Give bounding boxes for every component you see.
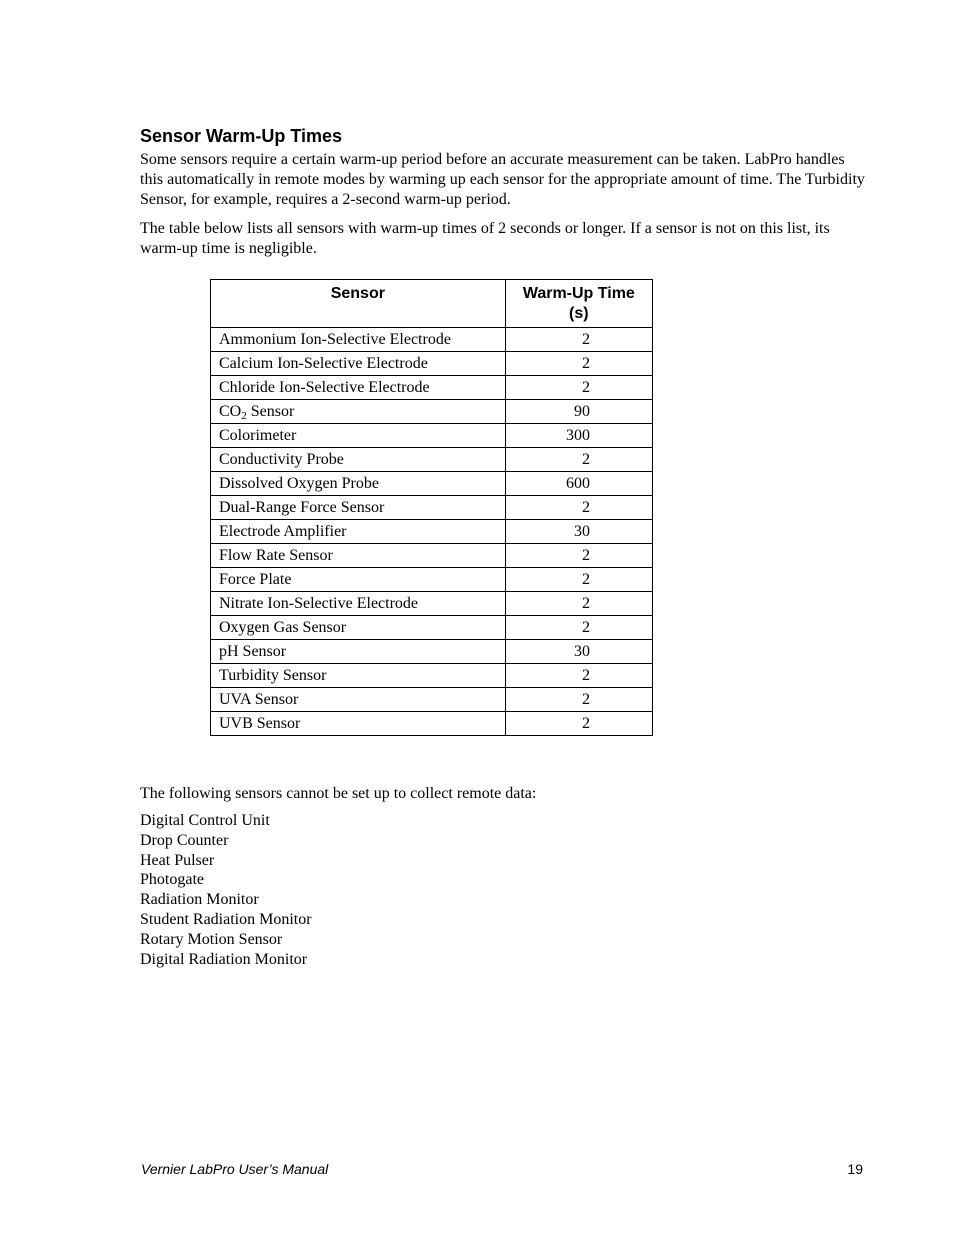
co2-formula: CO <box>219 402 242 420</box>
warm-up-time-cell: 600 <box>505 472 652 496</box>
list-item: Heat Pulser <box>140 851 215 869</box>
warm-up-time-cell: 30 <box>505 520 652 544</box>
sensor-column-header: Sensor <box>211 280 506 328</box>
warm-up-time-cell: 2 <box>505 616 652 640</box>
warm-up-time-cell: 2 <box>505 712 652 736</box>
sensor-name-cell: Dual-Range Force Sensor <box>211 496 506 520</box>
table-header-row <box>211 280 653 328</box>
table-row <box>211 544 653 568</box>
table-row <box>211 376 653 400</box>
sensor-name-cell: Turbidity Sensor <box>211 664 506 688</box>
table-row <box>211 448 653 472</box>
table-row <box>211 640 653 664</box>
warm-up-time-cell: 2 <box>505 496 652 520</box>
footer-manual-title: Vernier LabPro User’s Manual <box>141 1161 329 1177</box>
table-row <box>211 496 653 520</box>
sensor-name-cell: Calcium Ion-Selective Electrode <box>211 352 506 376</box>
sensor-name-cell: Electrode Amplifier <box>211 520 506 544</box>
sensor-name-cell <box>211 400 506 424</box>
warm-up-time-cell: 2 <box>505 688 652 712</box>
warm-up-times-table <box>210 279 653 736</box>
warm-up-time-cell: 2 <box>505 448 652 472</box>
sensor-name-cell: Flow Rate Sensor <box>211 544 506 568</box>
list-item: Digital Control Unit <box>140 812 270 829</box>
section-heading: Sensor Warm-Up Times <box>140 126 343 146</box>
list-item: Radiation Monitor <box>140 891 259 909</box>
list-item: Photogate <box>140 871 204 889</box>
table-row <box>211 352 653 376</box>
table-row <box>211 424 653 448</box>
table-intro-paragraph: The table below lists all sensors with warm-up times of 2 seconds or longer. If a sensor is not on this list, its warm-up time is negligible. <box>140 220 830 257</box>
table-row <box>211 400 653 424</box>
sensor-name-cell: Nitrate Ion-Selective Electrode <box>211 592 506 616</box>
table-row <box>211 328 653 352</box>
table-row <box>211 712 653 736</box>
warm-up-time-cell: 2 <box>505 352 652 376</box>
warm-up-time-column-header: Warm-Up Time (s) <box>505 280 652 328</box>
sensor-name-cell: Chloride Ion-Selective Electrode <box>211 376 506 400</box>
table-row <box>211 688 653 712</box>
remote-sensors-intro: The following sensors cannot be set up to collect remote data: <box>140 785 537 802</box>
table-row <box>211 472 653 496</box>
warm-up-time-cell: 2 <box>505 664 652 688</box>
intro-paragraph: Some sensors require a certain warm-up period before an accurate measurement can be taken. LabPro handles this automatically in remote modes by warming up each sensor for the appropriate amount of time. The Turbidity Sensor, for example, requires a 2-second warm-up period. <box>140 151 865 208</box>
warm-up-time-cell: 2 <box>505 592 652 616</box>
footer-page-number: 19 <box>847 1161 863 1177</box>
list-item: Student Radiation Monitor <box>140 910 312 928</box>
sensor-name-cell: Force Plate <box>211 568 506 592</box>
warm-up-time-cell: 300 <box>505 424 652 448</box>
list-item: Rotary Motion Sensor <box>140 930 283 948</box>
table-row <box>211 568 653 592</box>
warm-up-time-cell: 2 <box>505 544 652 568</box>
warm-up-time-cell: 90 <box>505 400 652 424</box>
co2-sensor-suffix: Sensor <box>246 402 295 420</box>
sensor-name-cell: UVB Sensor <box>211 712 506 736</box>
list-item: Digital Radiation Monitor <box>140 950 308 968</box>
table-row <box>211 520 653 544</box>
sensor-name-cell: Colorimeter <box>211 424 506 448</box>
warm-up-time-cell: 2 <box>505 376 652 400</box>
sensor-name-cell: Oxygen Gas Sensor <box>211 616 506 640</box>
table-row <box>211 616 653 640</box>
co2-subscript: 2 <box>241 409 247 422</box>
warm-up-time-cell: 2 <box>505 328 652 352</box>
list-item: Drop Counter <box>140 831 229 849</box>
sensor-name-cell: Conductivity Probe <box>211 448 506 472</box>
sensor-name-cell: Ammonium Ion-Selective Electrode <box>211 328 506 352</box>
sensor-name-cell: Dissolved Oxygen Probe <box>211 472 506 496</box>
table-row <box>211 592 653 616</box>
warm-up-time-cell: 2 <box>505 568 652 592</box>
sensor-name-cell: UVA Sensor <box>211 688 506 712</box>
sensor-name-cell: pH Sensor <box>211 640 506 664</box>
remote-incompatible-sensor-list <box>140 811 312 969</box>
warm-up-time-cell: 30 <box>505 640 652 664</box>
table-row <box>211 664 653 688</box>
